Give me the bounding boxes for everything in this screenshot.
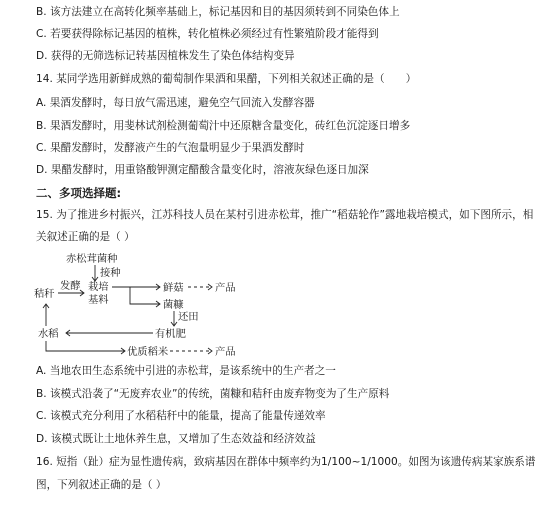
- diagram-label-organic-fertilizer: 有机肥: [155, 328, 186, 340]
- q14-option-c: C. 果醋发酵时，发酵液产生的气泡量明显少于果酒发酵时: [36, 142, 305, 154]
- diagram-label-substrate: 基料: [88, 294, 109, 306]
- q14-stem: 14. 某同学选用新鲜成熟的葡萄制作果酒和果醋，下列相关叙述正确的是（ ）: [36, 73, 417, 85]
- diagram-label-rice-plant: 水稻: [38, 328, 59, 340]
- diagram-label-straw: 秸秆: [34, 288, 55, 300]
- q14-option-a: A. 果酒发酵时，每日放气需迅速，避免空气回流入发酵容器: [36, 97, 315, 109]
- diagram-label-fungus-residue: 菌糠: [163, 299, 184, 311]
- q14-option-b: B. 果酒发酵时，用斐林试剂检测葡萄汁中还原糖含量变化，砖红色沉淀逐日增多: [36, 120, 411, 132]
- diagram-label-return-field: 还田: [178, 311, 199, 323]
- q15-option-d: D. 该模式既让土地休养生息，又增加了生态效益和经济效益: [36, 433, 316, 445]
- q13-option-b: B. 该方法建立在高转化频率基础上，标记基因和目的基因须转到不同染色体上: [36, 6, 400, 18]
- diagram-label-cultivation: 栽培: [88, 281, 109, 293]
- diagram-label-inoculate: 接种: [100, 267, 121, 279]
- q14-option-d: D. 果醋发酵时，用重铬酸钾测定醋酸含量变化时，溶液灰绿色逐日加深: [36, 164, 369, 176]
- q13-option-d: D. 获得的无筛选标记转基因植株发生了染色体结构变异: [36, 50, 295, 62]
- diagram-label-chisongrong-fungus: 赤松茸菌种: [66, 253, 118, 265]
- diagram-label-product2: 产品: [215, 346, 236, 358]
- diagram-arrow-to-fungus-residue: [130, 287, 160, 304]
- q15-option-c: C. 该模式充分利用了水稻秸秆中的能量，提高了能量传递效率: [36, 410, 326, 422]
- diagram-arrow-rice-to-quality-rice: [46, 341, 125, 351]
- diagram-label-product1: 产品: [215, 282, 236, 294]
- q15-option-a: A. 当地农田生态系统中引进的赤松茸，是该系统中的生产者之一: [36, 365, 336, 377]
- section-heading-multiple-choice: 二、多项选择题:: [36, 186, 122, 200]
- diagram-label-fresh-mushroom: 鲜菇: [163, 282, 184, 294]
- q16-stem-line1: 16. 短指（趾）症为显性遗传病，致病基因在群体中频率约为1/100~1/1000。如图为该遗传病某家族系谱: [36, 456, 536, 468]
- q15-stem-line1: 15. 为了推进乡村振兴，江苏科技人员在某村引进赤松茸，推广“稻菇轮作”露地栽培模式，如下图所示，相: [36, 209, 534, 221]
- q13-option-c: C. 若要获得除标记基因的植株，转化植株必须经过有性繁殖阶段才能得到: [36, 28, 379, 40]
- diagram-label-quality-rice: 优质稻米: [127, 346, 169, 358]
- q15-option-b: B. 该模式沿袭了“无废弃农业”的传统，菌糠和秸秆由废弃物变为了生产原料: [36, 388, 390, 400]
- diagram-label-ferment: 发酵: [60, 280, 81, 292]
- q16-stem-line2: 图，下列叙述正确的是（ ）: [36, 479, 167, 491]
- q15-stem-line2: 关叙述正确的是（ ）: [36, 231, 135, 243]
